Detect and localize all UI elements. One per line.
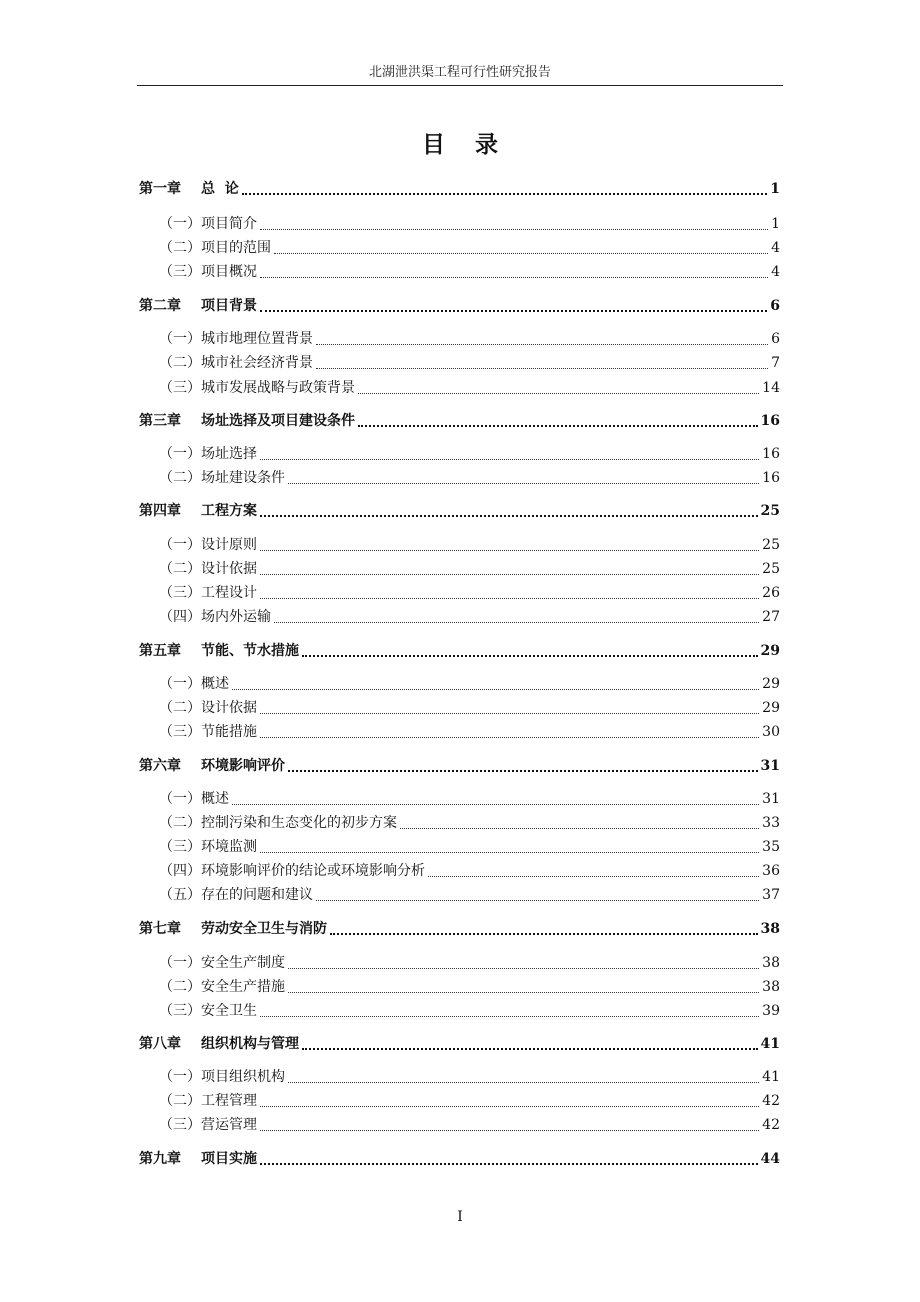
toc-chapter-entry[interactable] (139, 410, 780, 432)
toc-entry-page: 4 (771, 240, 780, 256)
toc-entry-page: 31 (760, 758, 780, 774)
toc-entry-page: 42 (762, 1117, 780, 1133)
toc-section-entry[interactable] (139, 976, 780, 998)
toc-entry-label: 工程管理 (201, 1093, 257, 1109)
toc-entry-page: 39 (762, 1003, 780, 1019)
toc-entry-label: 环境影响评价的结论或环境影响分析 (201, 863, 425, 879)
toc-section-entry[interactable] (139, 788, 780, 810)
toc-entry-label: 项目实施 (201, 1151, 257, 1167)
toc-entry-page: 16 (762, 446, 780, 462)
toc-dot-leader (260, 574, 759, 575)
toc-section-entry[interactable] (139, 836, 780, 858)
toc-section-entry[interactable] (139, 860, 780, 882)
toc-dot-leader (288, 770, 758, 772)
toc-dot-leader (260, 1016, 759, 1017)
toc-dot-leader (260, 310, 767, 312)
toc-entry-number: （二） (159, 240, 201, 256)
toc-dot-leader (428, 876, 759, 877)
toc-chapter-entry[interactable] (139, 178, 780, 200)
toc-section-entry[interactable] (139, 673, 780, 695)
page-header: 北湖泄洪渠工程可行性研究报告 (368, 65, 551, 80)
toc-entry-number: （二） (159, 979, 201, 995)
toc-entry-page: 6 (771, 331, 780, 347)
toc-entry-number: （三） (159, 585, 201, 601)
toc-entry-page: 4 (771, 264, 780, 280)
toc-entry-label: 概述 (201, 791, 229, 807)
toc-entry-number: （三） (159, 264, 201, 280)
toc-entry-number: （二） (159, 1093, 201, 1109)
toc-dot-leader (260, 515, 758, 517)
toc-section-entry[interactable] (139, 237, 780, 259)
toc-entry-label: 组织机构与管理 (201, 1036, 299, 1052)
toc-entry-page: 38 (762, 979, 780, 995)
toc-entry-page: 29 (760, 643, 780, 659)
toc-section-entry[interactable] (139, 884, 780, 906)
toc-section-entry[interactable] (139, 697, 780, 719)
toc-entry-page: 1 (770, 181, 780, 197)
toc-section-entry[interactable] (139, 1090, 780, 1112)
toc-entry-number: （四） (159, 609, 201, 625)
toc-entry-page: 30 (762, 724, 780, 740)
toc-dot-leader (260, 713, 759, 714)
toc-section-entry[interactable] (139, 812, 780, 834)
toc-entry-page: 33 (762, 815, 780, 831)
toc-title: 目录 (422, 131, 528, 158)
toc-entry-label: 营运管理 (201, 1117, 257, 1133)
toc-section-entry[interactable] (139, 443, 780, 465)
toc-dot-leader (232, 804, 759, 805)
toc-dot-leader (260, 852, 759, 853)
toc-section-entry[interactable] (139, 558, 780, 580)
toc-entry-page: 29 (762, 700, 780, 716)
toc-entry-label: 场址建设条件 (201, 470, 285, 486)
toc-dot-leader (260, 1106, 759, 1107)
toc-entry-label: 场址选择及项目建设条件 (201, 413, 355, 429)
toc-section-entry[interactable] (139, 352, 780, 374)
toc-dot-leader (316, 368, 768, 369)
toc-chapter-entry[interactable] (139, 918, 780, 940)
toc-section-entry[interactable] (139, 1114, 780, 1136)
toc-entry-number: （三） (159, 724, 201, 740)
toc-entry-label: 总 论 (201, 181, 239, 197)
toc-section-entry[interactable] (139, 582, 780, 604)
toc-section-entry[interactable] (139, 261, 780, 283)
toc-dot-leader (260, 1163, 758, 1165)
toc-entry-label: 节能措施 (201, 724, 257, 740)
page-number: I (457, 1209, 463, 1225)
toc-dot-leader (288, 992, 759, 993)
toc-entry-page: 31 (762, 791, 780, 807)
toc-entry-page: 14 (762, 380, 780, 396)
toc-entry-label: 城市地理位置背景 (201, 331, 313, 347)
toc-section-entry[interactable] (139, 721, 780, 743)
toc-entry-page: 25 (760, 503, 780, 519)
toc-dot-leader (232, 689, 759, 690)
toc-section-entry[interactable] (139, 377, 780, 399)
toc-dot-leader (260, 550, 759, 551)
toc-entry-label: 场址选择 (201, 446, 257, 462)
toc-dot-leader (316, 900, 759, 901)
toc-entry-label: 环境影响评价 (201, 758, 285, 774)
toc-entry-label: 安全卫生 (201, 1003, 257, 1019)
toc-dot-leader (302, 655, 758, 657)
toc-dot-leader (260, 229, 768, 230)
toc-entry-number: 第六章 (139, 758, 181, 774)
toc-section-entry[interactable] (139, 606, 780, 628)
toc-entry-page: 1 (771, 216, 780, 232)
toc-chapter-entry[interactable] (139, 640, 780, 662)
toc-entry-number: 第五章 (139, 643, 181, 659)
toc-entry-number: 第九章 (139, 1151, 181, 1167)
toc-entry-number: （一） (159, 537, 201, 553)
toc-entry-number: （一） (159, 676, 201, 692)
toc-entry-page: 38 (760, 921, 780, 937)
toc-entry-label: 控制污染和生态变化的初步方案 (201, 815, 397, 831)
toc-entry-number: （二） (159, 815, 201, 831)
toc-section-entry[interactable] (139, 1066, 780, 1088)
toc-entry-page: 27 (762, 609, 780, 625)
toc-entry-page: 38 (762, 955, 780, 971)
toc-entry-label: 项目概况 (201, 264, 257, 280)
toc-entry-label: 设计原则 (201, 537, 257, 553)
toc-entry-number: （三） (159, 839, 201, 855)
toc-entry-number: （三） (159, 1003, 201, 1019)
toc-entry-label: 安全生产措施 (201, 979, 285, 995)
toc-entry-page: 16 (762, 470, 780, 486)
toc-entry-page: 44 (760, 1151, 780, 1167)
toc-entry-page: 41 (760, 1036, 780, 1052)
toc-dot-leader (260, 737, 759, 738)
toc-dot-leader (260, 598, 759, 599)
toc-entry-page: 35 (762, 839, 780, 855)
toc-entry-number: 第一章 (139, 181, 181, 197)
toc-entry-number: （三） (159, 380, 201, 396)
toc-entry-number: （一） (159, 331, 201, 347)
toc-entry-label: 工程设计 (201, 585, 257, 601)
toc-entry-number: 第七章 (139, 921, 181, 937)
toc-chapter-entry[interactable] (139, 1033, 780, 1055)
toc-entry-number: 第四章 (139, 503, 181, 519)
toc-dot-leader (288, 483, 759, 484)
toc-entry-number: （四） (159, 863, 201, 879)
toc-dot-leader (400, 828, 759, 829)
toc-chapter-entry[interactable] (139, 755, 780, 777)
toc-entry-number: （二） (159, 470, 201, 486)
toc-entry-label: 环境监测 (201, 839, 257, 855)
toc-entry-label: 项目背景 (201, 298, 257, 314)
toc-entry-number: 第二章 (139, 298, 181, 314)
toc-entry-page: 25 (762, 561, 780, 577)
toc-dot-leader (302, 1048, 758, 1050)
toc-entry-number: （一） (159, 216, 201, 232)
toc-entry-label: 安全生产制度 (201, 955, 285, 971)
toc-dot-leader (274, 253, 768, 254)
toc-entry-page: 25 (762, 537, 780, 553)
toc-dot-leader (242, 193, 768, 195)
toc-section-entry[interactable] (139, 952, 780, 974)
toc-dot-leader (274, 622, 759, 623)
toc-chapter-entry[interactable] (139, 1148, 780, 1170)
toc-entry-number: （一） (159, 1069, 201, 1085)
toc-section-entry[interactable] (139, 328, 780, 350)
toc-entry-page: 29 (762, 676, 780, 692)
toc-entry-label: 城市发展战略与政策背景 (201, 380, 355, 396)
toc-entry-page: 37 (762, 887, 780, 903)
toc-chapter-entry[interactable] (139, 500, 780, 522)
toc-entry-number: （三） (159, 1117, 201, 1133)
toc-dot-leader (260, 1130, 759, 1131)
toc-entry-number: （二） (159, 561, 201, 577)
toc-section-entry[interactable] (139, 213, 780, 235)
toc-entry-label: 项目简介 (201, 216, 257, 232)
toc-entry-label: 场内外运输 (201, 609, 271, 625)
toc-dot-leader (330, 933, 758, 935)
toc-entry-number: （二） (159, 355, 201, 371)
toc-entry-number: （二） (159, 700, 201, 716)
toc-entry-label: 项目的范围 (201, 240, 271, 256)
toc-entry-label: 项目组织机构 (201, 1069, 285, 1085)
toc-dot-leader (316, 344, 768, 345)
toc-entry-number: 第三章 (139, 413, 181, 429)
toc-dot-leader (260, 459, 759, 460)
toc-entry-page: 16 (760, 413, 780, 429)
toc-entry-label: 工程方案 (201, 503, 257, 519)
toc-entry-label: 存在的问题和建议 (201, 887, 313, 903)
toc-dot-leader (288, 1082, 759, 1083)
toc-entry-number: （一） (159, 791, 201, 807)
toc-entry-label: 设计依据 (201, 700, 257, 716)
toc-section-entry[interactable] (139, 1000, 780, 1022)
toc-chapter-entry[interactable] (139, 295, 780, 317)
toc-entry-number: （五） (159, 887, 201, 903)
toc-dot-leader (260, 277, 768, 278)
toc-dot-leader (288, 968, 759, 969)
toc-entry-page: 42 (762, 1093, 780, 1109)
toc-section-entry[interactable] (139, 467, 780, 489)
header-rule (137, 85, 783, 86)
toc-dot-leader (358, 425, 758, 427)
toc-entry-label: 节能、节水措施 (201, 643, 299, 659)
toc-entry-number: 第八章 (139, 1036, 181, 1052)
toc-entry-page: 6 (770, 298, 780, 314)
toc-entry-number: （一） (159, 446, 201, 462)
toc-entry-number: （一） (159, 955, 201, 971)
toc-entry-label: 概述 (201, 676, 229, 692)
toc-dot-leader (358, 393, 759, 394)
toc-entry-page: 41 (762, 1069, 780, 1085)
toc-entry-label: 城市社会经济背景 (201, 355, 313, 371)
toc-entry-page: 36 (762, 863, 780, 879)
toc-entry-page: 7 (771, 355, 780, 371)
toc-entry-label: 设计依据 (201, 561, 257, 577)
toc-section-entry[interactable] (139, 534, 780, 556)
toc-entry-label: 劳动安全卫生与消防 (201, 921, 327, 937)
toc-entry-page: 26 (762, 585, 780, 601)
